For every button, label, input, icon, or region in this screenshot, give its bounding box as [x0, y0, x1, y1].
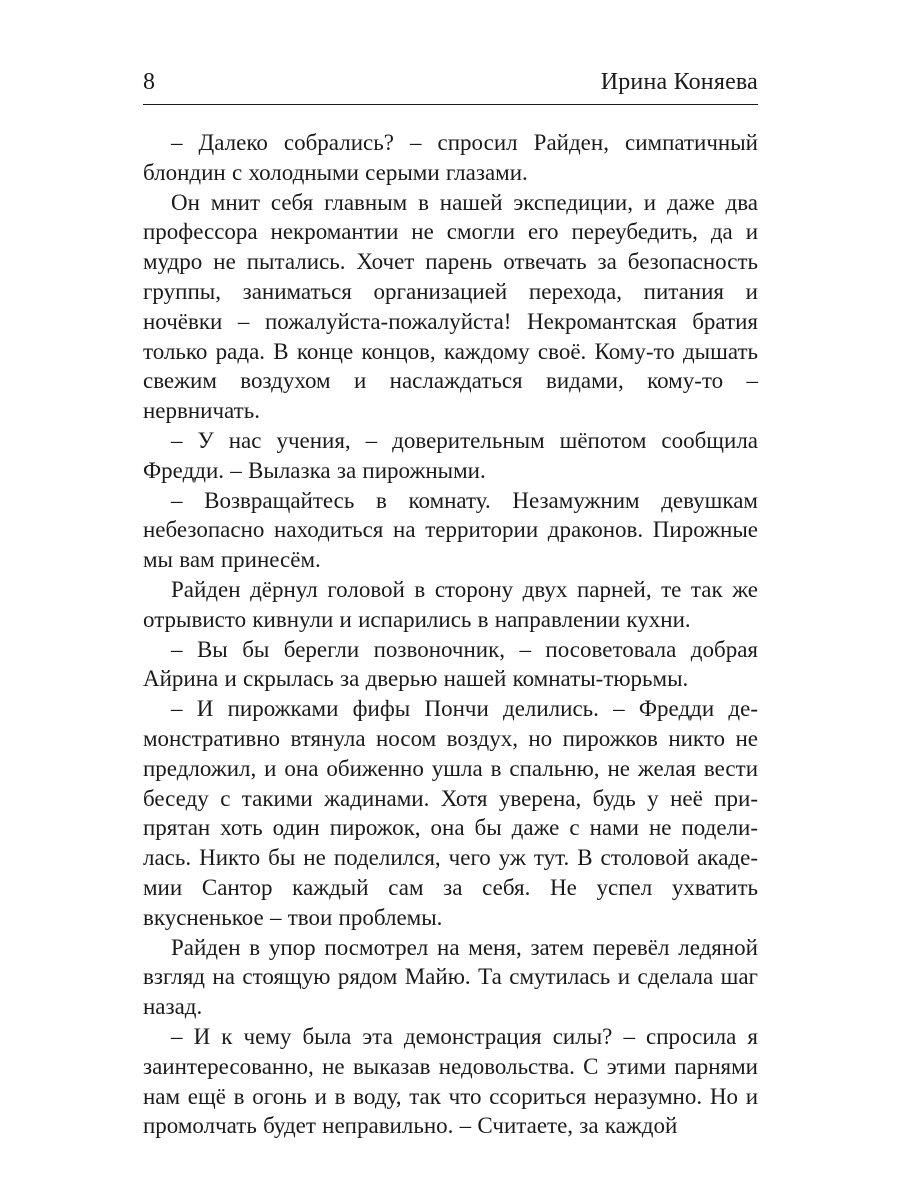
paragraph: – Далеко собрались? – спросил Райден, симпатичный блондин с холодными серыми глазами. [143, 130, 758, 185]
paragraph: – И пирожками фифы Пончи делились. – Фредди демонстративно втянула носом воздух, но пирожков никто не предложил, и она обиженно ушла в спальню, не желая вести беседу с такими жадинами. Хотя уверена, будь у неё припрятан хоть один пирожок, она бы даже с нами не поделилась. Никто бы не поделился, чего уж тут. В столовой академии Сантор каждый сам за себя. Не успел ухватить вкусненькое – твои проблемы. [143, 696, 758, 930]
paragraph: – Возвращайтесь в комнату. Незамужним девушкам небезопасно находиться на территории драконов. Пирожные мы вам принесём. [143, 487, 758, 573]
paragraph: Он мнит себя главным в нашей экспедиции, и даже два профессора некромантии не смогли его переубедить, да и мудро не пытались. Хочет парень отвечать за безопасность группы, заниматься организацией перехода, питания и ночёвки – пожалуйста-пожалуйста! Некромантская братия только рада. В конце концов, каждому своё. Кому-то дышать свежим воздухом и наслаждаться видами, кому-то – нервничать. [143, 189, 758, 424]
paragraph: Райден в упор посмотрел на меня, затем перевёл ледяной взгляд на стоящую рядом Майю. Та смутилась и сделала шаг назад. [143, 934, 758, 1020]
paragraph: – И к чему была эта демонстрация силы? – спросила я заинтересованно, не выказав недовольства. С этими парнями нам ещё в огонь и в воду, так что ссориться неразумно. Но и промолчать будет неправильно. – Считаете, за каждой [143, 1023, 758, 1139]
paragraph: Райден дёрнул головой в сторону двух парней, те так же отрывисто кивнули и испарились в направлении кухни. [143, 576, 758, 632]
running-head [143, 62, 758, 102]
paragraph: – Вы бы берегли позвоночник, – посоветовала добрая Айрина и скрылась за дверью нашей комнаты-тюрьмы. [143, 636, 758, 692]
body-text [143, 128, 758, 1141]
author-name: Ирина Коняева [600, 69, 758, 95]
header-rule [143, 104, 758, 105]
paragraph: – У нас учения, – доверительным шёпотом сообщила Фредди. – Вылазка за пирожными. [143, 427, 758, 483]
page-number: 8 [143, 69, 155, 95]
